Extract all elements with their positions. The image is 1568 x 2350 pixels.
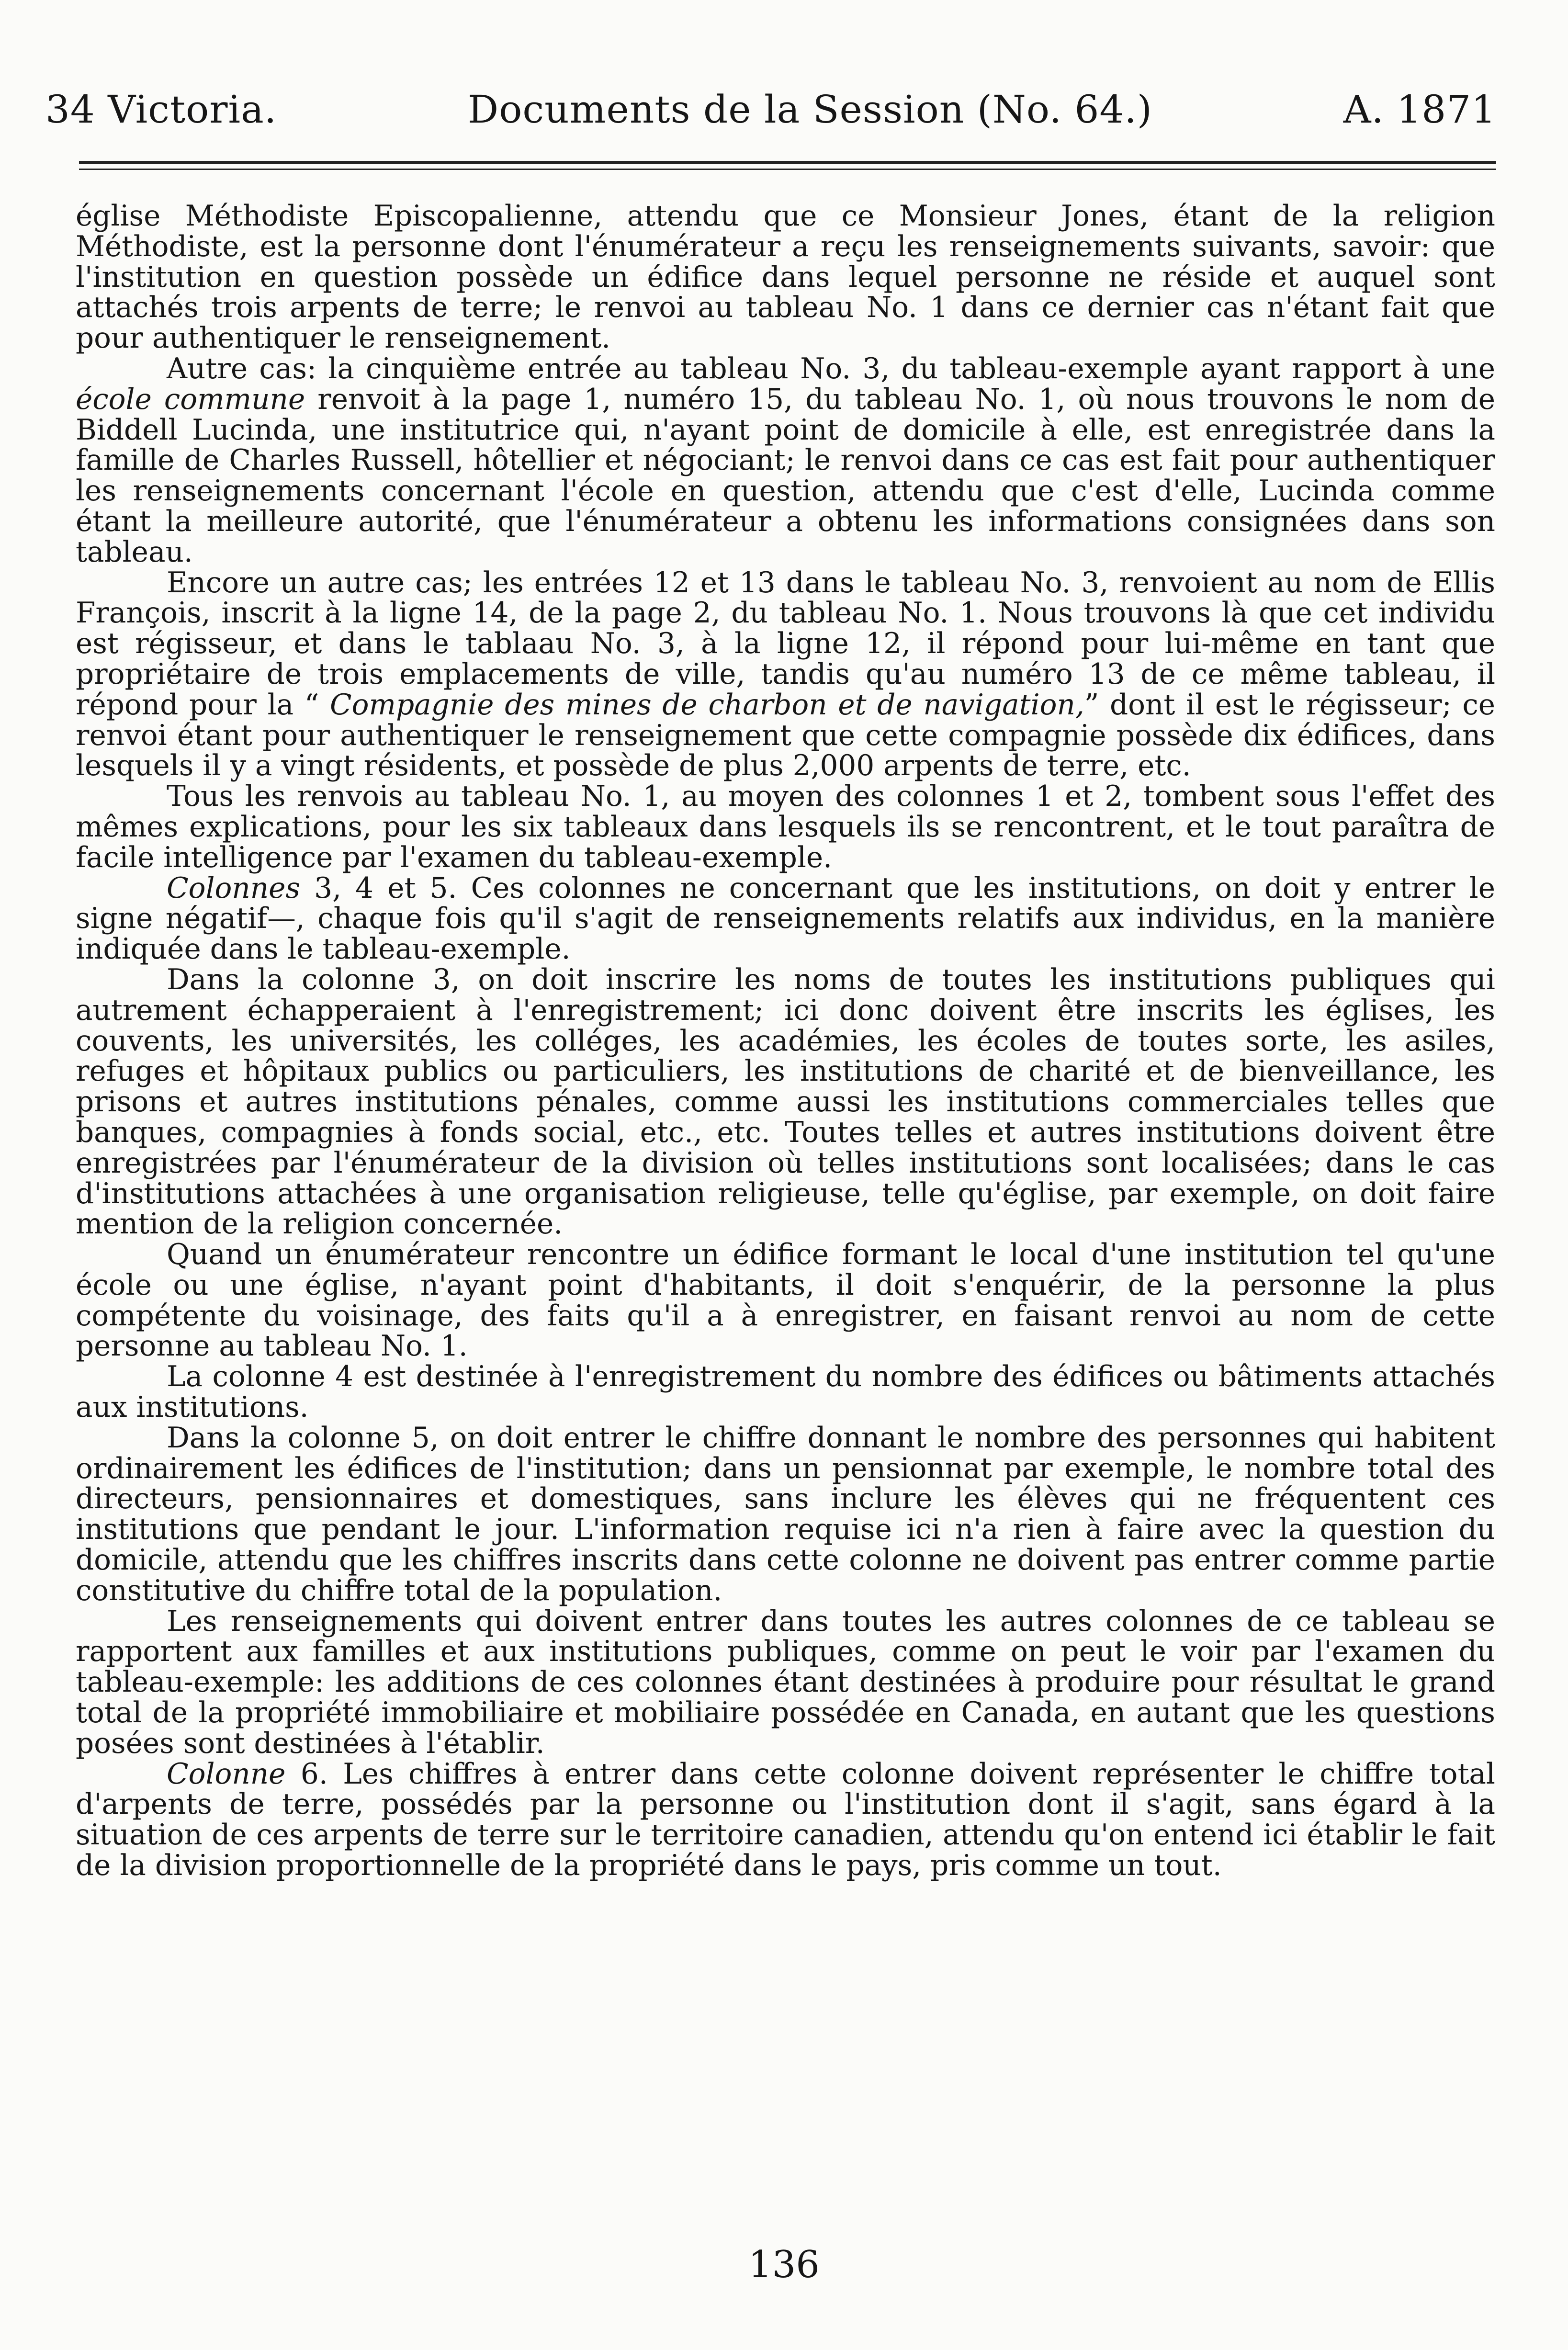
header-session-year: 34 Victoria. xyxy=(45,87,277,132)
paragraph: Dans la colonne 3, on doit inscrire les noms de toutes les institutions publiques qui autrement échapperaient à l'enregistrement; ici donc doivent être inscrits les églises, les couvents, les universités, les colléges, les académies, les écoles de toutes sorte, les asiles, refuges et hôpitaux publics ou particuliers, les institutions de charité et de bienveillance, les prisons et autres institutions pénales, comme aussi les institutions commerciales telles que banques, compagnies à fonds social, etc., etc. Toutes telles et autres institutions doivent être enregistrées par l'énumérateur de la division où telles institutions sont localisées; dans le cas d'institutions attachées à une organisation religieuse, telle qu'église, par exemple, on doit faire mention de la religion concernée. xyxy=(76,963,1495,1241)
page-number: 136 xyxy=(748,2243,820,2286)
header-rule-thin xyxy=(79,169,1496,170)
paragraph: église Méthodiste Episcopalienne, attendu que ce Monsieur Jones, étant de la religion Méthodiste, est la personne dont l'énumérateur a reçu les renseignements suivants, savoir: que l'institution en question possède un édifice dans lequel personne ne réside et auquel sont attachés trois arpents de terre; le renvoi au tableau No. 1 dans ce dernier cas n'étant fait que pour authentiquer le renseignement. xyxy=(76,200,1495,355)
paragraph: Autre cas: la cinquième entrée au tableau No. 3, du tableau-exemple ayant rapport à une école commune renvoit à la page 1, numéro 15, du tableau No. 1, où nous trouvons le nom de Biddell Lucinda, une institutrice qui, n'ayant point de domicile à elle, est enregistrée dans la famille de Charles Russell, hôtellier et négociant; le renvoi dans ce cas est fait pour authentiquer les renseignements concernant l'école en question, attendu que c'est d'elle, Lucinda comme étant la meilleure autorité, que l'énumérateur a obtenu les informations consignées dans son tableau. xyxy=(76,352,1495,569)
paragraph: Colonne 6. Les chiffres à entrer dans cette colonne doivent représenter le chiffre total d'arpents de terre, possédés par la personne ou l'institution dont il s'agit, sans égard à la situation de ces arpents de terre sur le territoire canadien, attendu qu'on entend ici établir le fait de la division proportionnelle de la propriété dans le pays, pris comme un tout. xyxy=(76,1757,1495,1883)
document-body xyxy=(76,201,1495,1881)
header-annee: A. 1871 xyxy=(1343,87,1496,132)
page-header xyxy=(45,50,1496,132)
paragraph: Tous les renvois au tableau No. 1, au moyen des colonnes 1 et 2, tombent sous l'effet des mêmes explications, pour les six tableaux dans lesquels ils se rencontrent, et le tout paraîtra de facile intelligence par l'examen du tableau-exemple. xyxy=(76,780,1495,874)
paragraph: Les renseignements qui doivent entrer dans toutes les autres colonnes de ce tableau se rapportent aux familles et aux institutions publiques, comme on peut le voir par l'examen du tableau-exemple: les additions de ces colonnes étant destinées à produire pour résultat le grand total de la propriété immobiliaire et mobiliaire possédée en Canada, en autant que les questions posées sont destinées à l'établir. xyxy=(76,1604,1495,1760)
header-document-title: Documents de la Session (No. 64.) xyxy=(468,87,1152,132)
paragraph: La colonne 4 est destinée à l'enregistrement du nombre des édifices ou bâtiments attachés aux institutions. xyxy=(76,1360,1495,1424)
paragraph: Dans la colonne 5, on doit entrer le chiffre donnant le nombre des personnes qui habitent ordinairement les édifices de l'institution; dans un pensionnat par exemple, le nombre total des directeurs, pensionnaires et domestiques, sans inclure les élèves qui ne fréquentent ces institutions que pendant le jour. L'information requise ici n'a rien à faire avec la question du domicile, attendu que les chiffres inscrits dans cette colonne ne doivent pas entrer comme partie constitutive du chiffre total de la population. xyxy=(76,1421,1495,1607)
paragraph: Quand un énumérateur rencontre un édifice formant le local d'une institution tel qu'une école ou une église, n'ayant point d'habitants, il doit s'enquérir, de la personne la plus compétente du voisinage, des faits qu'il a à enregistrer, en faisant renvoi au nom de cette personne au tableau No. 1. xyxy=(76,1238,1495,1363)
header-rule-thick xyxy=(79,161,1496,164)
paragraph: Colonnes 3, 4 et 5. Ces colonnes ne concernant que les institutions, on doit y entrer le signe négatif—, chaque fois qu'il s'agit de renseignements relatifs aux individus, en la manière indiquée dans le tableau-exemple. xyxy=(76,871,1495,966)
paragraph: Encore un autre cas; les entrées 12 et 13 dans le tableau No. 3, renvoient au nom de Ellis François, inscrit à la ligne 14, de la page 2, du tableau No. 1. Nous trouvons là que cet individu est régisseur, et dans le tablaau No. 3, à la ligne 12, il répond pour lui-même en tant que propriétaire de trois emplacements de ville, tandis qu'au numéro 13 de ce même tableau, il répond pour la “ Compagnie des mines de charbon et de navigation,” dont il est le régisseur; ce renvoi étant pour authentiquer le renseignement que cette compagnie possède dix édifices, dans lesquels il y a vingt résidents, et possède de plus 2,000 arpents de terre, etc. xyxy=(76,566,1495,783)
